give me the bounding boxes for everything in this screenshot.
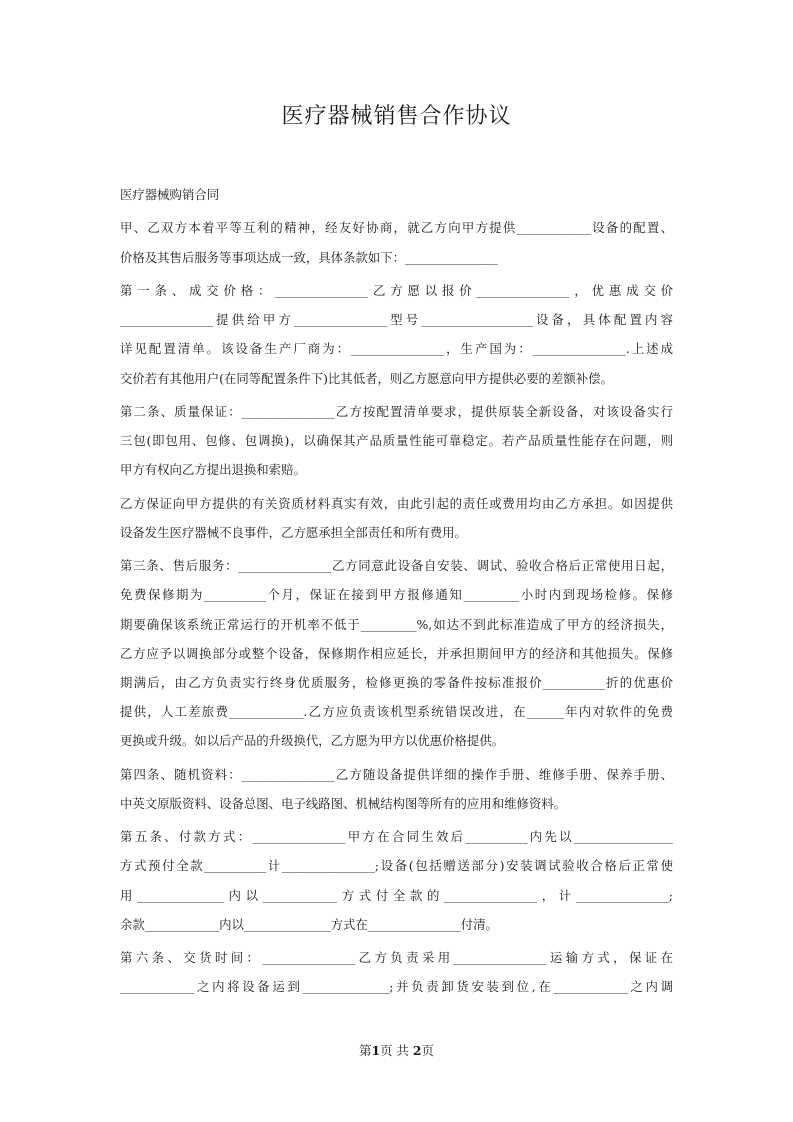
paragraph-line: 价格及其售后服务等事项达成一致，具体条款如下：_______________ — [120, 249, 498, 265]
paragraph-line: 设备发生医疗器械不良事件，乙方愿承担全部责任和所有费用。 — [120, 524, 467, 540]
article-5-line: 余款____________内以______________方式在_______________付清。 — [120, 916, 498, 932]
article-3-line: 提供，人工差旅费____________.乙方应负责该机型系统错误改进，在______年内对软件的免费 — [120, 704, 673, 720]
article-1-line: 第一条、成交价格：_______________乙方愿以报价_______________，优惠成交价 — [120, 282, 673, 298]
article-3-line: 第三条、售后服务：_______________乙方同意此设备自安装、调试、验收合格后正常使用日起， — [120, 558, 673, 574]
article-5-line: 第五条、付款方式：_______________甲方在合同生效后__________内先以________________ — [120, 829, 673, 845]
article-4-line: 中英文原版资料、设备总图、电子线路图、机械结构图等所有的应用和维修资料。 — [120, 795, 567, 811]
article-1-line: _______________提供给甲方_______________型号__________________设备，具体配置内容 — [120, 312, 673, 328]
article-3-line: 期满后，由乙方负责实行终身优质服务，检修更换的零备件按标准报价__________折的优惠价 — [120, 674, 673, 690]
article-1-line: 详见配置清单。该设备生产厂商为：_______________，生产国为：_______________.上述成 — [120, 341, 673, 357]
article-4-line: 第四条、随机资料：_______________乙方随设备提供详细的操作手册、维修手册、保养手册、 — [120, 766, 673, 782]
article-1-line: 交价若有其他用户(在同等配置条件下)比其低者，则乙方愿意向甲方提供必要的差额补偿。 — [120, 370, 613, 386]
total-pages-number: 2 — [412, 1043, 422, 1058]
article-6-line: 第六条、交货时间：_______________乙方负责采用_______________运输方式，保证在 — [120, 950, 673, 966]
article-2-line: 三包(即包用、包修、包调换)，以确保其产品质量性能可靠稳定。若产品质量性能存在问题，则 — [120, 433, 673, 449]
paragraph-line: 甲、乙双方本着平等互利的精神，经友好协商，就乙方向甲方提供____________设备的配置、 — [120, 220, 673, 236]
footer-prefix: 第 — [359, 1043, 372, 1058]
article-2-line: 第二条、质量保证：_______________乙方按配置清单要求，提供原装全新设备，对该设备实行 — [120, 403, 673, 419]
article-5-line: 方式预付全款__________计_______________;设备(包括赠送部分)安装调试验收合格后正常使 — [120, 858, 673, 874]
article-3-line: 乙方应予以调换部分或整个设备，保修期作相应延长，并承担期间甲方的经济和其他损失。保修 — [120, 645, 673, 661]
article-2-line: 甲方有权向乙方提出退换和索赔。 — [120, 462, 306, 478]
footer-suffix: 页 — [421, 1043, 434, 1058]
paragraph-line: 乙方保证向甲方提供的有关资质材料真实有效，由此引起的责任或费用均由乙方承担。如因提供 — [120, 495, 673, 511]
article-3-line: 免费保修期为__________个月，保证在接到甲方报修通知_________小时内到现场检修。保修 — [120, 587, 673, 603]
article-3-line: 期要确保该系统正常运行的开机率不低于_________%,如达不到此标准造成了甲方的经济损失， — [120, 616, 673, 632]
article-3-line: 更换或升级。如以后产品的升级换代，乙方愿为甲方以优惠价格提供。 — [120, 733, 505, 749]
footer-middle: 页 共 — [380, 1043, 413, 1058]
page-footer — [0, 1041, 793, 1061]
document-title: 医疗器械销售合作协议 — [281, 104, 512, 129]
article-6-line: ____________之内将设备运到______________;并负责卸货安装到位,在____________之内调 — [120, 979, 673, 995]
subtitle-line: 医疗器械购销合同 — [120, 187, 220, 202]
article-5-line: 用______________内以____________方式付全款的_______________，计_______________; — [120, 887, 673, 903]
current-page-number: 1 — [371, 1043, 381, 1058]
document-body — [120, 180, 673, 1002]
